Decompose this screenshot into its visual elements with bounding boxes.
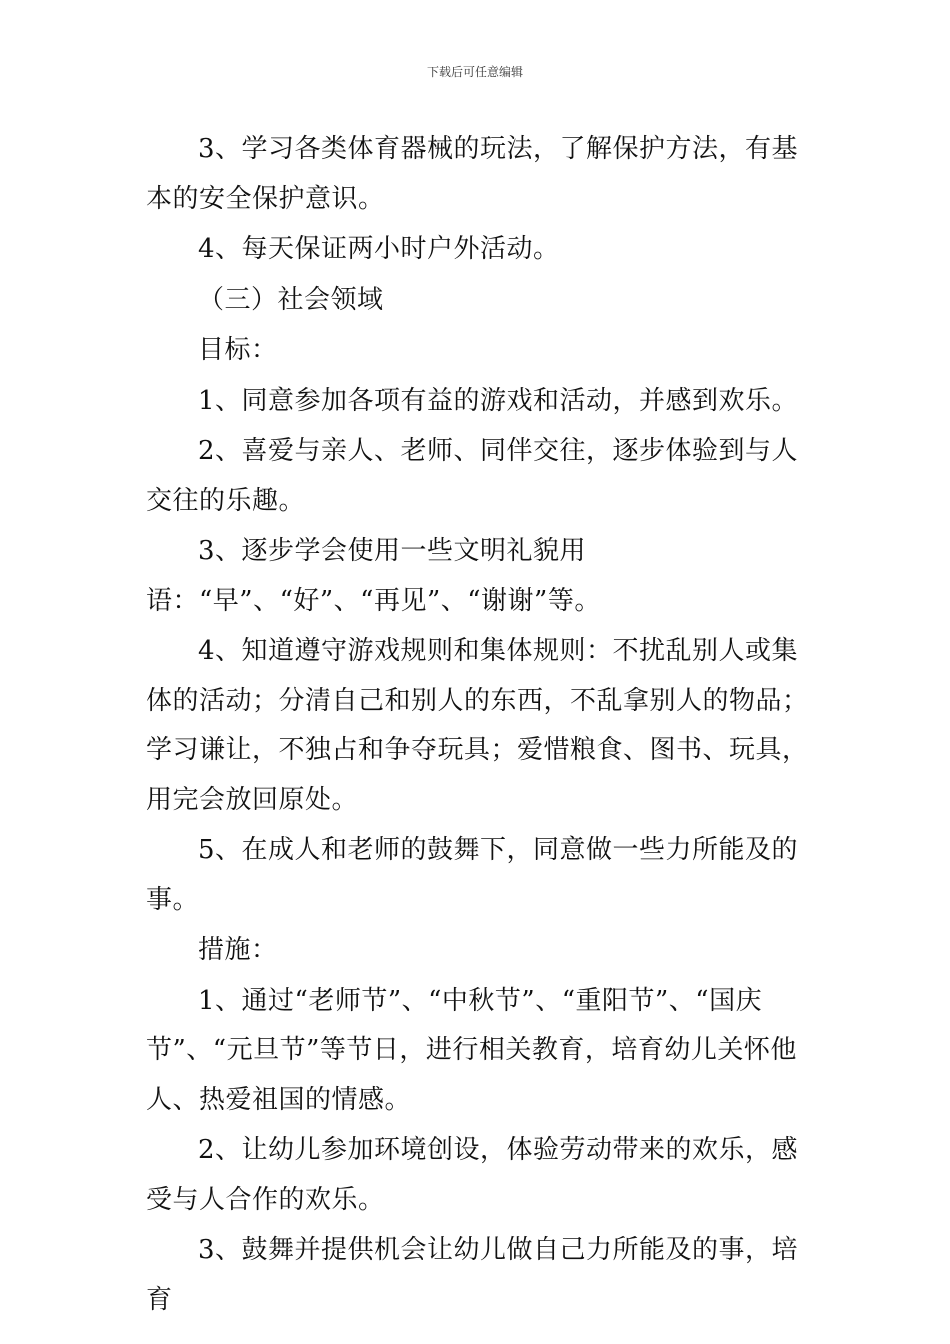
page-header: 下载后可任意编辑 xyxy=(426,65,523,79)
paragraph-measure-3: 3、鼓舞并提供机会让幼儿做自己力所能及的事，培育 xyxy=(146,1235,799,1315)
section-heading-social: （三）社会领域 xyxy=(198,284,384,315)
paragraph-goal-5: 5、在成人和老师的鼓舞下，同意做一些力所能及的事。 xyxy=(146,835,799,915)
paragraph-measure-1: 1、通过“老师节”、“中秋节”、“重阳节”、“国庆节”、“元旦节”等节日，进行相关教育，培育幼儿关怀他人、热爱祖国的情感。 xyxy=(146,985,797,1115)
subheading-goals: 目标： xyxy=(198,335,278,365)
subheading-measures: 措施： xyxy=(198,935,278,965)
paragraph-outdoor-activity: 4、每天保证两小时户外活动。 xyxy=(198,234,560,264)
paragraph-measure-2: 2、让幼儿参加环境创设，体验劳动带来的欢乐，感受与人合作的欢乐。 xyxy=(146,1135,799,1215)
paragraph-goal-2: 2、喜爱与亲人、老师、同伴交往，逐步体验到与人交往的乐趣。 xyxy=(146,436,799,516)
paragraph-goal-3: 3、逐步学会使用一些文明礼貌用语：“早”、“好”、“再见”、“谢谢”等。 xyxy=(146,536,601,616)
paragraph-sports-equipment: 3、学习各类体育器械的玩法，了解保护方法，有基本的安全保护意识。 xyxy=(146,134,799,214)
paragraph-goal-4: 4、知道遵守游戏规则和集体规则：不扰乱别人或集体的活动；分清自己和别人的东西，不乱拿别人的物品；学习谦让，不独占和争夺玩具；爱惜粮食、图书、玩具，用完会放回原处。 xyxy=(146,636,809,815)
document-body xyxy=(146,125,818,1326)
paragraph-goal-1: 1、同意参加各项有益的游戏和活动，并感到欢乐。 xyxy=(198,385,799,416)
